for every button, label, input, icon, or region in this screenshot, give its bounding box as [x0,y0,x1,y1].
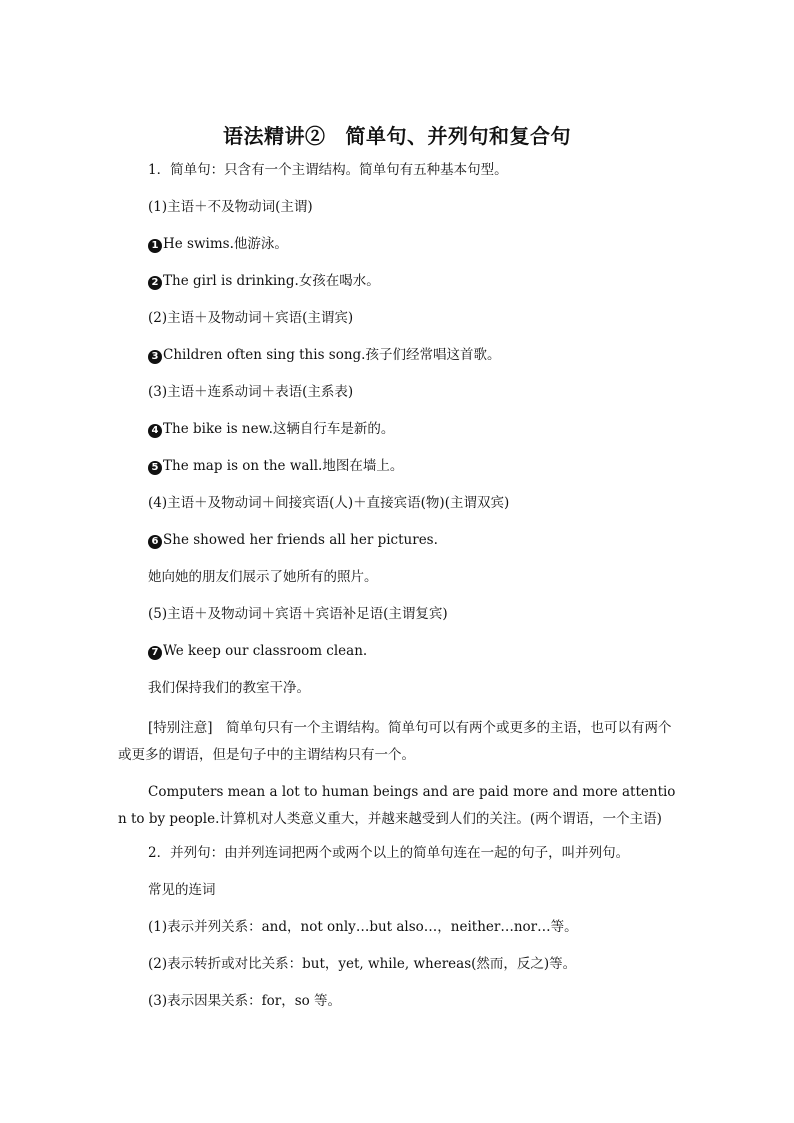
section2-heading: 2．并列句：由并列连词把两个或两个以上的简单句连在一起的句子，叫并列句。 [148,845,630,861]
conjunction-item-1: (1)表示并列关系：and，not only…but also…，neither…nor…等。 [148,919,578,935]
number-badge-1: 1 [148,239,162,253]
example-6: 6 She showed her friends all her pictures. [148,530,678,550]
document-body [118,160,678,1011]
example-3: 3 Children often sing this song.孩子们经常唱这首歌。 [148,345,678,365]
number-badge-5: 5 [148,461,162,475]
example-6-translation: 她向她的朋友们展示了她所有的照片。 [148,569,378,585]
special-note-example: Computers mean a lot to human beings and are paid more and more attention to by people.计算机对人类意义重大，并越来越受到人们的关注。(两个谓语，一个主语) [118,784,676,827]
example-7: 7 We keep our classroom clean. [148,641,678,661]
conjunction-item-2: (2)表示转折或对比关系：but，yet, while, whereas(然而，反之)等。 [148,956,577,972]
conjunction-item-3: (3)表示因果关系：for，so 等。 [148,993,342,1009]
example-4: 4 The bike is new.这辆自行车是新的。 [148,419,678,439]
pattern-4: (4)主语＋及物动词＋间接宾语(人)＋直接宾语(物)(主谓双宾) [148,495,510,511]
example-5: 5 The map is on the wall.地图在墙上。 [148,456,678,476]
pattern-1: (1)主语＋不及物动词(主谓) [148,199,313,215]
section1-heading: 1．简单句：只含有一个主谓结构。简单句有五种基本句型。 [148,162,508,178]
example-1: 1 He swims.他游泳。 [148,234,678,254]
page-title-right: 简单句、并列句和复合句 [345,124,571,148]
pattern-3: (3)主语＋连系动词＋表语(主系表) [148,384,354,400]
number-badge-4: 4 [148,424,162,438]
special-note: [特别注意] 简单句只有一个主谓结构。简单句可以有两个或更多的主语，也可以有两个或更多的谓语，但是句子中的主谓结构只有一个。 [118,720,672,763]
number-badge-3: 3 [148,350,162,364]
number-badge-6: 6 [148,535,162,549]
page-title-left: 语法精讲② [223,124,326,148]
number-badge-2: 2 [148,276,162,290]
number-badge-7: 7 [148,646,162,660]
section2-subheading: 常见的连词 [148,882,216,898]
pattern-2: (2)主语＋及物动词＋宾语(主谓宾) [148,310,354,326]
example-2: 2 The girl is drinking.女孩在喝水。 [148,271,678,291]
example-7-translation: 我们保持我们的教室干净。 [148,680,310,696]
pattern-5: (5)主语＋及物动词＋宾语＋宾语补足语(主谓复宾) [148,606,448,622]
page-title [0,120,794,149]
